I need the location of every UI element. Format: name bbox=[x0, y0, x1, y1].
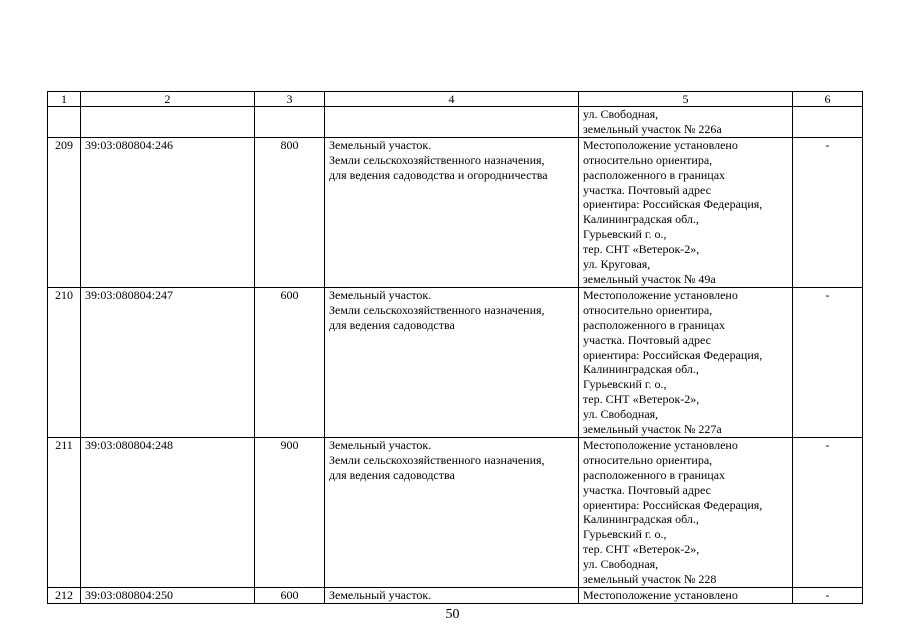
cadastral-number: 39:03:080804:247 bbox=[81, 287, 255, 437]
plot-area: 800 bbox=[255, 137, 325, 287]
table-row bbox=[48, 437, 863, 587]
plot-area: 600 bbox=[255, 588, 325, 604]
cadastral-number: 39:03:080804:250 bbox=[81, 588, 255, 604]
location-line: ориентира: Российская Федерация, bbox=[583, 347, 763, 362]
cell-num bbox=[48, 107, 81, 138]
location-line: Местоположение установлено bbox=[583, 437, 738, 452]
plot-description: Земельный участок. Земли сельскохозяйственного назначения, для ведения садоводства и огородничества bbox=[325, 137, 579, 287]
plot-location bbox=[579, 137, 793, 287]
location-line: расположенного в границах bbox=[583, 317, 726, 332]
plot-area: 600 bbox=[255, 287, 325, 437]
row-number: 212 bbox=[48, 588, 81, 604]
continuation-row bbox=[48, 107, 863, 138]
location-line: относительно ориентира, bbox=[583, 152, 713, 167]
col6-value: - bbox=[793, 588, 863, 604]
cell-location bbox=[579, 107, 793, 138]
location-line: земельный участок № 227а bbox=[583, 422, 722, 437]
location-line: тер. СНТ «Ветерок-2», bbox=[583, 542, 700, 557]
col6-value: - bbox=[793, 437, 863, 587]
row-number: 211 bbox=[48, 437, 81, 587]
location-line: ул. Свободная, bbox=[583, 407, 659, 422]
table-body bbox=[48, 107, 863, 604]
location-line: относительно ориентира, bbox=[583, 452, 713, 467]
header-col-2: 2 bbox=[81, 92, 255, 107]
location-line: ориентира: Российская Федерация, bbox=[583, 197, 763, 212]
col6-value: - bbox=[793, 287, 863, 437]
plot-area: 900 bbox=[255, 437, 325, 587]
header-col-4: 4 bbox=[325, 92, 579, 107]
location-line: Калининградская обл., bbox=[583, 212, 699, 227]
location-line: расположенного в границах bbox=[583, 167, 726, 182]
location-line: Местоположение установлено bbox=[583, 287, 738, 302]
location-line: земельный участок № 226а bbox=[583, 121, 722, 136]
location-line: Местоположение установлено bbox=[583, 588, 738, 602]
location-line: Гурьевский г. о., bbox=[583, 377, 667, 392]
header-col-3: 3 bbox=[255, 92, 325, 107]
header-col-1: 1 bbox=[48, 92, 81, 107]
location-line: Гурьевский г. о., bbox=[583, 227, 667, 242]
header-col-6: 6 bbox=[793, 92, 863, 107]
location-line: земельный участок № 49а bbox=[583, 271, 716, 286]
plot-description: Земельный участок. Земли сельскохозяйственного назначения, для ведения садоводства bbox=[325, 437, 579, 587]
location-line: земельный участок № 228 bbox=[583, 572, 717, 587]
header-row bbox=[48, 92, 863, 107]
location-line: участка. Почтовый адрес bbox=[583, 332, 711, 347]
col6-value: - bbox=[793, 137, 863, 287]
location-line: ул. Свободная, bbox=[583, 557, 659, 572]
location-line: ул. Свободная, bbox=[583, 107, 659, 121]
land-plots-table bbox=[47, 91, 863, 604]
table-row bbox=[48, 287, 863, 437]
page-number: 50 bbox=[445, 607, 460, 622]
table-row bbox=[48, 588, 863, 604]
plot-description: Земельный участок. Земли сельскохозяйственного назначения, для ведения садоводства bbox=[325, 287, 579, 437]
row-number: 210 bbox=[48, 287, 81, 437]
cell-description bbox=[325, 107, 579, 138]
cell-col6 bbox=[793, 107, 863, 138]
location-line: расположенного в границах bbox=[583, 467, 726, 482]
location-line: относительно ориентира, bbox=[583, 302, 713, 317]
location-line: Калининградская обл., bbox=[583, 362, 699, 377]
location-line: Калининградская обл., bbox=[583, 512, 699, 527]
location-line: участка. Почтовый адрес bbox=[583, 482, 711, 497]
cell-cadastral bbox=[81, 107, 255, 138]
location-line: ориентира: Российская Федерация, bbox=[583, 497, 763, 512]
plot-location bbox=[579, 588, 793, 604]
cell-area bbox=[255, 107, 325, 138]
plot-location bbox=[579, 287, 793, 437]
cadastral-number: 39:03:080804:246 bbox=[81, 137, 255, 287]
table-header bbox=[48, 92, 863, 107]
plot-location bbox=[579, 437, 793, 587]
location-line: тер. СНТ «Ветерок-2», bbox=[583, 392, 700, 407]
header-col-5: 5 bbox=[579, 92, 793, 107]
row-number: 209 bbox=[48, 137, 81, 287]
cadastral-number: 39:03:080804:248 bbox=[81, 437, 255, 587]
table-row bbox=[48, 137, 863, 287]
location-line: Местоположение установлено bbox=[583, 137, 738, 152]
location-line: Гурьевский г. о., bbox=[583, 527, 667, 542]
location-line: тер. СНТ «Ветерок-2», bbox=[583, 242, 700, 257]
plot-description: Земельный участок. bbox=[325, 588, 579, 604]
location-line: ул. Круговая, bbox=[583, 257, 651, 272]
location-line: участка. Почтовый адрес bbox=[583, 182, 711, 197]
